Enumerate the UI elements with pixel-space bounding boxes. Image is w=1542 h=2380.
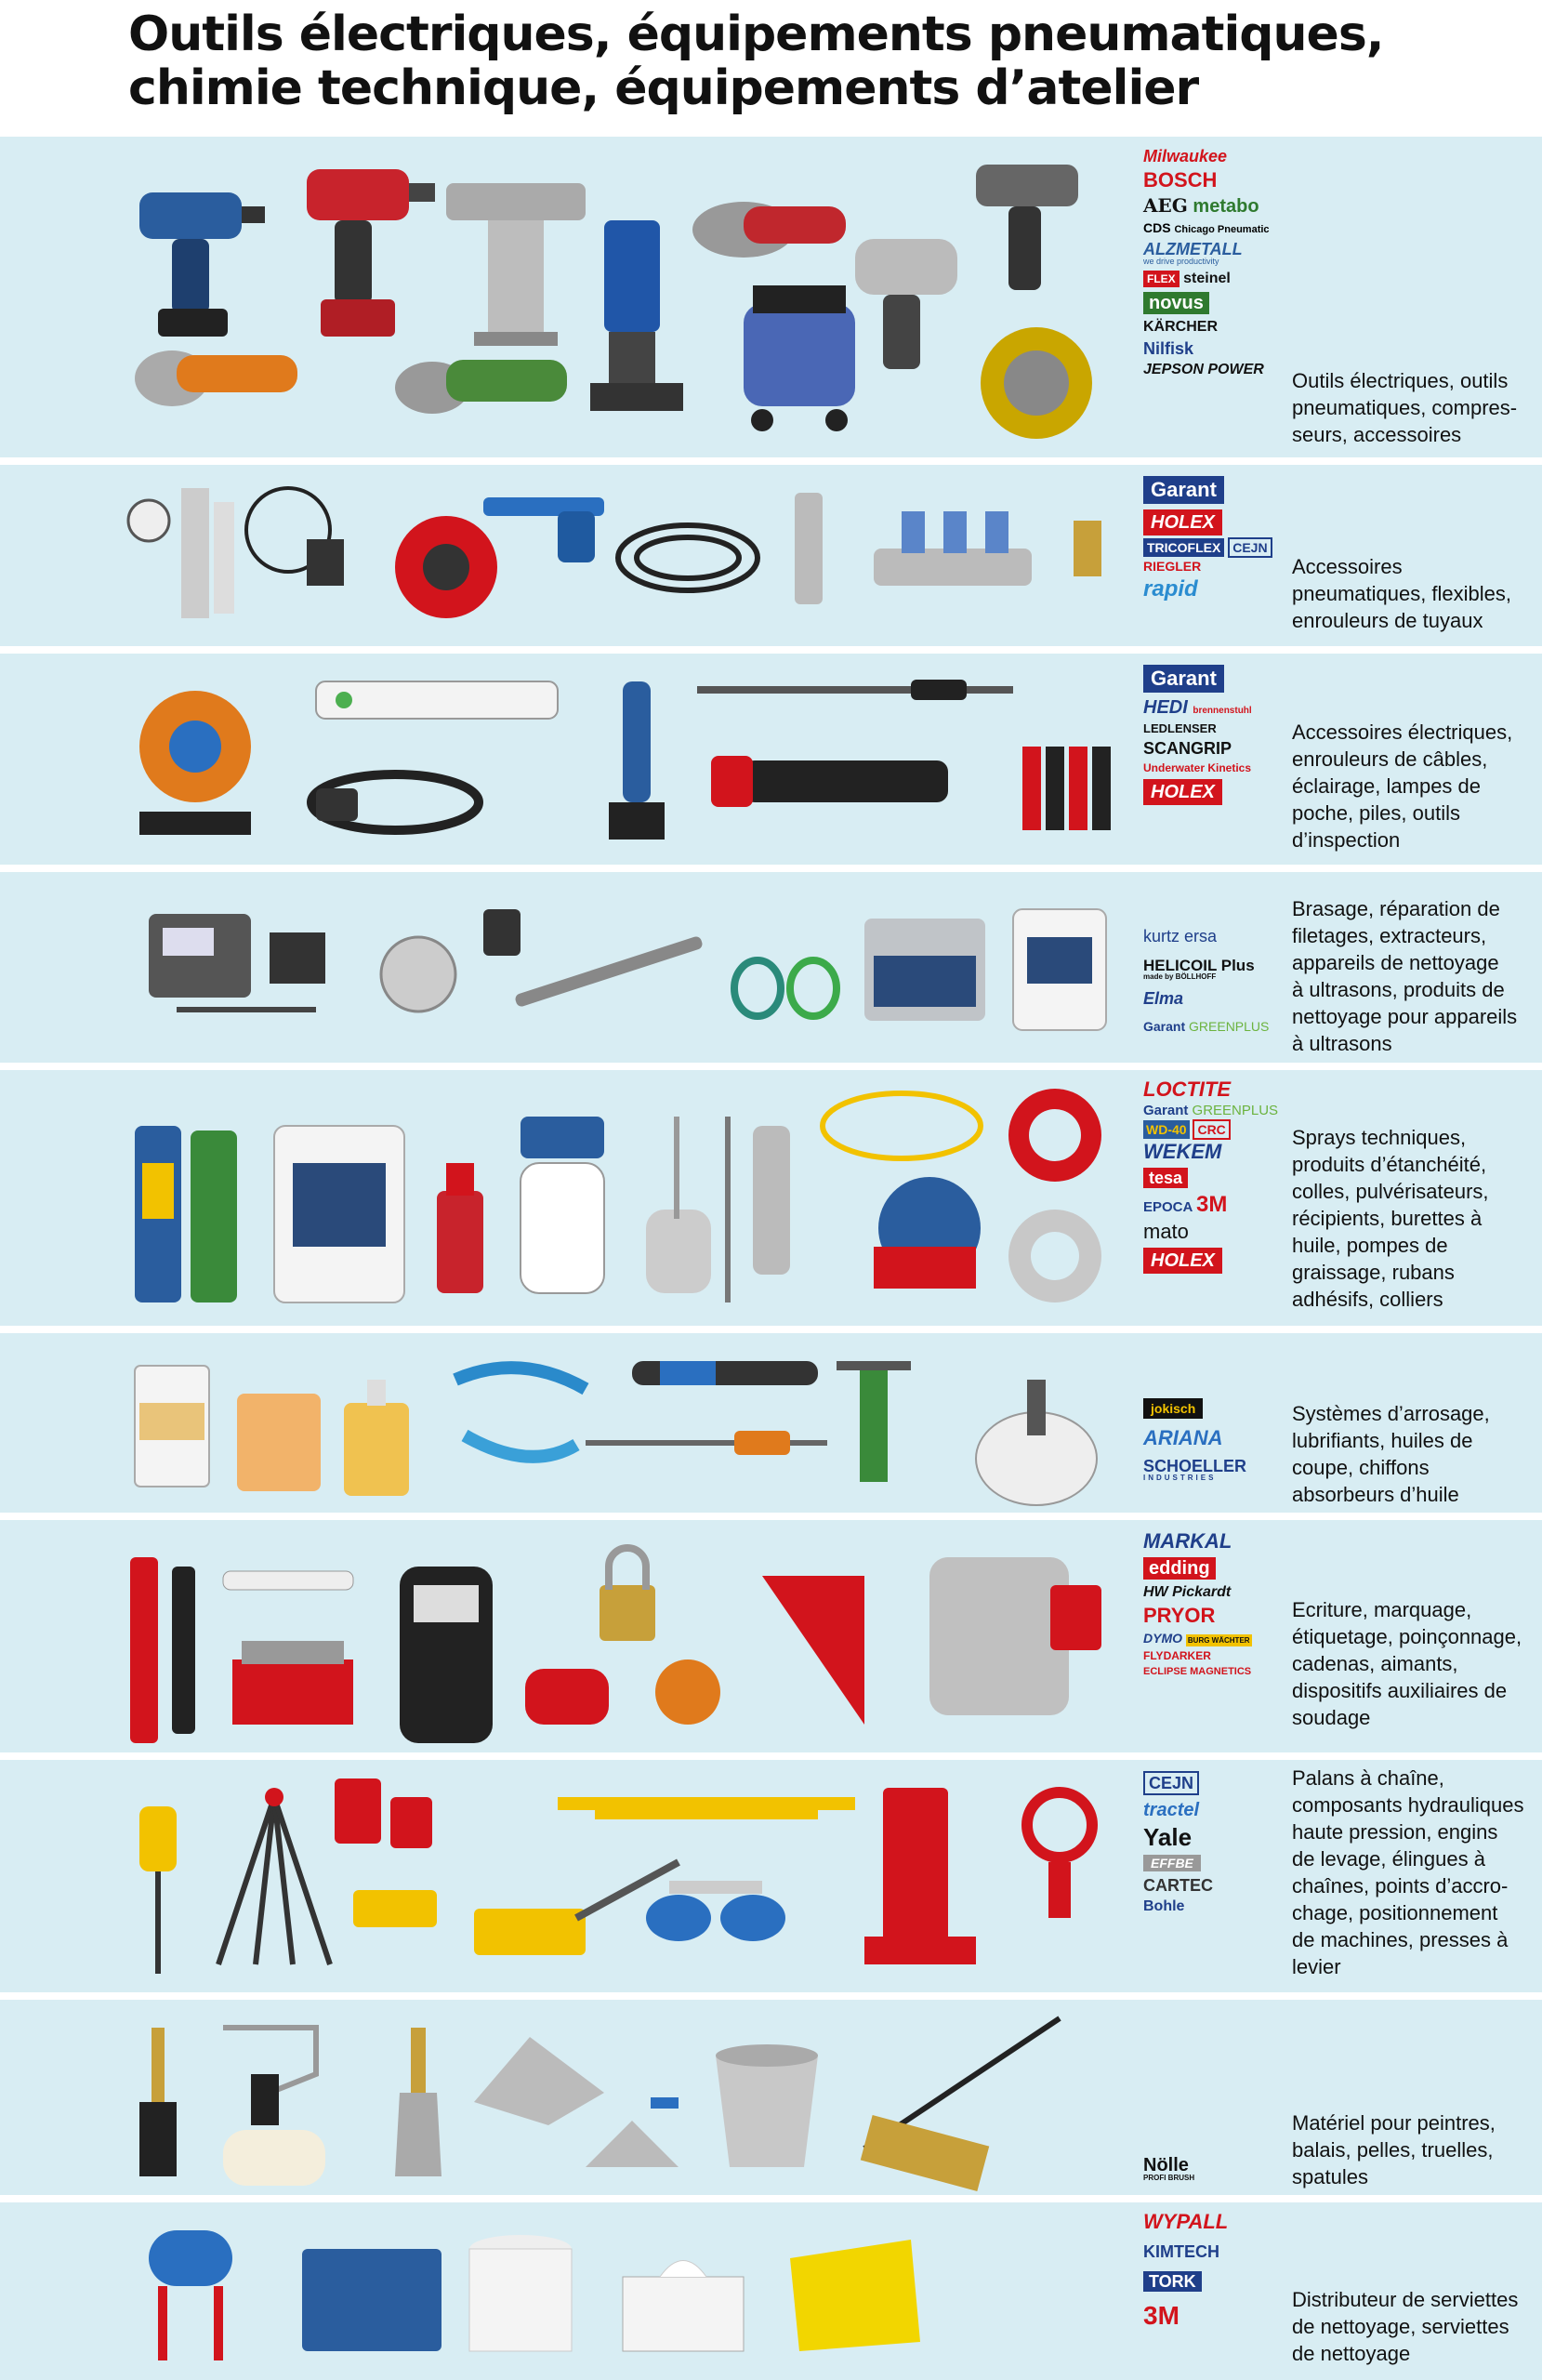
brand-logo-aeg: AEG bbox=[1143, 194, 1188, 217]
brand-logo: novus bbox=[1143, 292, 1209, 314]
brand-logo: SCHOELLER bbox=[1143, 1457, 1247, 1475]
desc-line: absorbeurs d’huile bbox=[1292, 1483, 1459, 1506]
brand-logo-cds: CDS bbox=[1143, 220, 1171, 235]
brand-logo bbox=[1143, 1104, 1283, 1117]
brand-logo: CEJN bbox=[1143, 1771, 1199, 1795]
padlock-icon bbox=[586, 1539, 679, 1650]
brand-logo-dymo: DYMO bbox=[1143, 1631, 1182, 1646]
desc-line: filetages, extracteurs, bbox=[1292, 924, 1487, 947]
desc-line: de nettoyage, serviettes bbox=[1292, 2315, 1509, 2338]
section-description bbox=[1292, 895, 1534, 1057]
brand-logo: Elma bbox=[1143, 989, 1184, 1008]
desc-line: dispositifs auxiliaires de bbox=[1292, 1679, 1508, 1702]
brand-logo-3m: 3M bbox=[1195, 1192, 1228, 1217]
section-power-tools bbox=[0, 137, 1542, 457]
brand-logos bbox=[1143, 665, 1283, 811]
desc-line: poche, piles, outils bbox=[1292, 801, 1460, 825]
wipes-pack-icon bbox=[293, 2230, 451, 2360]
desc-line: adhésifs, colliers bbox=[1292, 1288, 1443, 1311]
desc-line: nettoyage pour appareils bbox=[1292, 1005, 1518, 1028]
cleaning-fluid-canister-icon bbox=[1004, 891, 1115, 1039]
lifting-eye-icon bbox=[1013, 1778, 1106, 1927]
brand-logo: tesa bbox=[1143, 1168, 1188, 1188]
desc-line: à ultrasons, produits de bbox=[1292, 978, 1505, 1001]
brand-logo-brennenstuhl: brennenstuhl bbox=[1193, 706, 1252, 716]
desc-line: Sprays techniques, bbox=[1292, 1126, 1467, 1149]
desc-line: Brasage, réparation de bbox=[1292, 897, 1500, 920]
filter-regulator-icon bbox=[121, 474, 242, 632]
section-description bbox=[1292, 1596, 1534, 1731]
brand-logo: Underwater Kinetics bbox=[1143, 761, 1252, 774]
desc-line: appareils de nettoyage bbox=[1292, 951, 1499, 974]
desc-line: lubrifiants, huiles de bbox=[1292, 1429, 1473, 1452]
refractometer-icon bbox=[623, 1342, 827, 1408]
trowel-icon bbox=[576, 2083, 688, 2186]
desc-line: Ecriture, marquage, bbox=[1292, 1598, 1472, 1621]
chain-sling-icon bbox=[204, 1778, 344, 1983]
flashlight-icon bbox=[706, 747, 957, 821]
brand-logo bbox=[1143, 541, 1283, 554]
brand-logo: HOLEX bbox=[1143, 1248, 1222, 1274]
desc-line: Accessoires bbox=[1292, 555, 1403, 578]
power-strip-icon bbox=[307, 672, 567, 728]
desc-line: étiquetage, poinçonnage, bbox=[1292, 1625, 1522, 1648]
coiled-hose-icon bbox=[604, 502, 771, 632]
brand-logo: HOLEX bbox=[1143, 509, 1222, 536]
section-sprays-sealants bbox=[0, 1070, 1542, 1326]
brand-logo: WYPALL bbox=[1143, 2210, 1229, 2233]
product-images bbox=[112, 1760, 1134, 1992]
brand-logo bbox=[1143, 221, 1283, 235]
brand-logo bbox=[1143, 271, 1283, 286]
brand-logo: WEKEM bbox=[1143, 1140, 1222, 1163]
drum-pump-icon bbox=[967, 1370, 1106, 1510]
brand-logo: 3M bbox=[1143, 2301, 1180, 2330]
section-painting-tools bbox=[0, 2000, 1542, 2195]
brand-logos bbox=[1143, 2212, 1283, 2334]
brand-logo: FLYDARKER bbox=[1143, 1649, 1211, 1662]
paint-roller-icon bbox=[204, 2018, 335, 2195]
product-images bbox=[112, 465, 1134, 646]
angle-grinder-icon bbox=[688, 165, 855, 276]
brand-logos bbox=[1143, 1398, 1283, 1488]
small-grinder-icon bbox=[130, 323, 307, 425]
brand-logo: LOCTITE bbox=[1143, 1078, 1232, 1101]
magnetic-drill-icon bbox=[576, 211, 697, 416]
brand-logos bbox=[1143, 928, 1283, 1038]
brand-logo-garant: Garant bbox=[1143, 1019, 1186, 1034]
desc-line: haute pression, engins bbox=[1292, 1820, 1498, 1844]
brand-logo: HOLEX bbox=[1143, 779, 1222, 805]
brand-logo: KIMTECH bbox=[1143, 2242, 1219, 2261]
desc-line: chage, positionnement bbox=[1292, 1901, 1498, 1924]
product-images bbox=[112, 2000, 1134, 2195]
desc-line: spatules bbox=[1292, 2165, 1368, 2188]
brand-logo bbox=[1143, 1632, 1283, 1645]
brand-logo: Milwaukee bbox=[1143, 147, 1228, 165]
brand-logo: HW Pickardt bbox=[1143, 1584, 1232, 1600]
brand-logo: ALZMETALL bbox=[1143, 240, 1243, 258]
desc-line: de nettoyage bbox=[1292, 2342, 1411, 2365]
desc-line: graissage, rubans bbox=[1292, 1261, 1455, 1284]
product-images bbox=[112, 2202, 1134, 2380]
tire-inflator-icon bbox=[242, 474, 353, 623]
scraper-icon bbox=[390, 2018, 446, 2186]
brand-logo: Nilfisk bbox=[1143, 339, 1194, 358]
section-lifting-hydraulics bbox=[0, 1760, 1542, 1992]
thread-extractor-icon bbox=[502, 891, 716, 1021]
marking-tube-icon bbox=[214, 1557, 362, 1604]
brand-logo: Garant bbox=[1143, 665, 1224, 693]
impact-marking-machine-icon bbox=[911, 1529, 1115, 1743]
brand-logo-epoca: EPOCA bbox=[1143, 1199, 1193, 1215]
tape-dispenser-icon bbox=[855, 1163, 995, 1302]
grease-pump-icon bbox=[818, 1352, 929, 1510]
suction-lifter-icon bbox=[641, 1853, 790, 1955]
section-wipes-dispensers bbox=[0, 2202, 1542, 2380]
cable-reel-icon bbox=[130, 672, 260, 849]
paint-marker-icon bbox=[121, 1539, 204, 1752]
cordless-grinder-icon bbox=[390, 323, 576, 434]
desc-line: éclairage, lampes de bbox=[1292, 774, 1482, 798]
pickup-tool-icon bbox=[688, 663, 1022, 719]
section-soldering-ultrasonic bbox=[0, 872, 1542, 1063]
desc-line: enrouleurs de tuyaux bbox=[1292, 609, 1483, 632]
brand-logo-greenplus: GREENPLUS bbox=[1192, 1103, 1279, 1118]
desc-line: de levage, élingues à bbox=[1292, 1847, 1485, 1871]
product-images bbox=[112, 1070, 1134, 1326]
solder-wire-spool-icon bbox=[372, 928, 465, 1021]
tissue-box-icon bbox=[613, 2240, 753, 2360]
desc-line: Systèmes d’arrosage, bbox=[1292, 1402, 1490, 1425]
brand-logo bbox=[1143, 698, 1283, 717]
wipes-roll-icon bbox=[455, 2221, 586, 2370]
desc-line: produits d’étanchéité, bbox=[1292, 1153, 1487, 1176]
desc-line: pneumatiques, compres- bbox=[1292, 396, 1518, 419]
desc-line: de machines, presses à bbox=[1292, 1928, 1509, 1951]
product-images bbox=[112, 137, 1134, 457]
brand-logo: ECLIPSE MAGNETICS bbox=[1143, 1666, 1252, 1677]
brand-logo: EFFBE bbox=[1143, 1855, 1201, 1871]
ratchet-strap-icon bbox=[548, 1778, 864, 1844]
brand-logo bbox=[1143, 1020, 1283, 1033]
brand-logo: edding bbox=[1143, 1557, 1216, 1580]
welding-magnet-icon bbox=[753, 1557, 874, 1734]
section-description bbox=[1292, 553, 1534, 634]
section-electrical-accessories bbox=[0, 654, 1542, 865]
microfiber-cloth-icon bbox=[771, 2230, 929, 2360]
section-marking-labeling bbox=[0, 1520, 1542, 1752]
wipe-dispenser-stand-icon bbox=[130, 2212, 251, 2374]
desc-line: Outils électriques, outils bbox=[1292, 369, 1509, 392]
brand-logo: Nölle bbox=[1143, 2155, 1189, 2175]
title-line-2: chimie technique, équipements d’atelier bbox=[128, 60, 1199, 116]
page-title bbox=[128, 7, 1504, 115]
brand-logo: JEPSON POWER bbox=[1143, 362, 1264, 377]
brand-logo: Bohle bbox=[1143, 1898, 1185, 1914]
batteries-icon bbox=[1018, 733, 1120, 840]
toe-jack-icon bbox=[855, 1769, 985, 1983]
brand-logo-wd40: WD-40 bbox=[1143, 1120, 1190, 1139]
desc-line: cadenas, aimants, bbox=[1292, 1652, 1458, 1675]
pump-sprayer-icon bbox=[502, 1098, 623, 1302]
brand-logo-greenplus: GREENPLUS bbox=[1189, 1019, 1270, 1034]
section-pneumatic-accessories bbox=[0, 465, 1542, 646]
brand-logo-tagline: we drive productivity bbox=[1143, 257, 1219, 266]
product-images bbox=[112, 872, 1134, 1063]
desc-line: levier bbox=[1292, 1955, 1341, 1978]
desc-line: composants hydrauliques bbox=[1292, 1793, 1524, 1817]
stamp-set-icon bbox=[223, 1632, 362, 1734]
section-description bbox=[1292, 719, 1534, 853]
desc-line: coupe, chiffons bbox=[1292, 1456, 1430, 1479]
circular-saw-icon bbox=[967, 313, 1106, 453]
brand-logo: SCANGRIP bbox=[1143, 739, 1232, 758]
tape-roll-icon bbox=[995, 1079, 1115, 1191]
brand-logo-metabo: metabo bbox=[1193, 196, 1259, 217]
hammer-drill-icon bbox=[297, 155, 437, 350]
hand-pump-icon bbox=[576, 1417, 837, 1473]
brand-logo-tricoflex: TRICOFLEX bbox=[1143, 538, 1224, 557]
spray-can-icon bbox=[125, 1098, 246, 1312]
brand-logos bbox=[1143, 1771, 1283, 1920]
brand-logo bbox=[1143, 1123, 1283, 1136]
brand-logo bbox=[1143, 1194, 1283, 1216]
desc-line: huile, pompes de bbox=[1292, 1234, 1448, 1257]
desc-line: d’inspection bbox=[1292, 828, 1401, 852]
paint-brush-icon bbox=[125, 2018, 191, 2186]
impact-wrench-icon bbox=[846, 230, 967, 378]
brand-logos bbox=[1143, 476, 1283, 606]
desc-line: Matériel pour peintres, bbox=[1292, 2111, 1496, 2135]
lubricant-canister-icon bbox=[228, 1375, 330, 1496]
brand-logo-crc: CRC bbox=[1193, 1119, 1230, 1140]
manifold-icon bbox=[864, 502, 1041, 623]
section-description bbox=[1292, 1400, 1534, 1508]
brand-logo: CARTEC bbox=[1143, 1876, 1213, 1895]
brand-logo-sub: made by BÖLLHOFF bbox=[1143, 972, 1217, 981]
section-description bbox=[1292, 1124, 1534, 1313]
desc-line: Accessoires électriques, bbox=[1292, 721, 1513, 744]
brand-logo-sub: PROFI BRUSH bbox=[1143, 2174, 1195, 2182]
desc-line: Palans à chaîne, bbox=[1292, 1766, 1444, 1790]
work-light-icon bbox=[604, 672, 669, 849]
brand-logo-flex: FLEX bbox=[1143, 271, 1180, 287]
brand-logo-burgwachter: BURG WÄCHTER bbox=[1187, 1636, 1250, 1645]
brand-logo-chicago: Chicago Pneumatic bbox=[1174, 224, 1270, 235]
horseshoe-magnet-icon bbox=[511, 1650, 623, 1743]
magnet-tool-icon bbox=[641, 1650, 734, 1734]
brand-logo-steinel: steinel bbox=[1183, 271, 1231, 286]
brand-logo: kurtz ersa bbox=[1143, 927, 1218, 945]
section-description bbox=[1292, 2286, 1534, 2367]
section-description bbox=[1292, 1765, 1534, 1980]
section-coolant-lubricants bbox=[0, 1333, 1542, 1513]
product-images bbox=[112, 1520, 1134, 1752]
brand-logo: RIEGLER bbox=[1143, 559, 1202, 574]
brand-logos bbox=[1143, 1531, 1283, 1683]
oil-bottle-icon bbox=[335, 1370, 418, 1501]
drum-icon bbox=[125, 1356, 218, 1496]
brand-logos bbox=[1143, 148, 1283, 383]
brand-logo: ARIANA bbox=[1143, 1426, 1223, 1449]
desc-line: chaînes, points d’accro- bbox=[1292, 1874, 1509, 1897]
brand-logo: BOSCH bbox=[1143, 168, 1218, 192]
brand-logo: jokisch bbox=[1143, 1398, 1203, 1419]
desc-line: à ultrasons bbox=[1292, 1032, 1392, 1055]
brand-logo: mato bbox=[1143, 1220, 1189, 1243]
aluminum-tape-icon bbox=[995, 1200, 1115, 1312]
brand-logos bbox=[1143, 1079, 1283, 1279]
brand-logo-cejn: CEJN bbox=[1228, 537, 1272, 558]
brand-logo-garant: Garant bbox=[1143, 1103, 1189, 1118]
desc-line: colles, pulvérisateurs, bbox=[1292, 1180, 1489, 1203]
ultrasonic-cleaner-icon bbox=[855, 909, 995, 1030]
brand-logo: Garant bbox=[1143, 476, 1224, 504]
brand-logo: Yale bbox=[1143, 1823, 1193, 1851]
soldering-station-icon bbox=[139, 895, 344, 1035]
brand-logo: tractel bbox=[1143, 1800, 1200, 1820]
brand-logo: HELICOIL Plus bbox=[1143, 957, 1255, 974]
chain-hoist-icon bbox=[116, 1778, 200, 1983]
desc-line: Distributeur de serviettes bbox=[1292, 2288, 1519, 2311]
product-images bbox=[112, 654, 1134, 865]
section-description bbox=[1292, 367, 1534, 448]
brand-logo bbox=[1143, 196, 1283, 216]
brand-logos bbox=[1143, 2156, 1283, 2188]
brand-logo: KÄRCHER bbox=[1143, 319, 1218, 335]
bucket-icon bbox=[697, 2018, 837, 2176]
threadlocker-bottle-icon bbox=[428, 1154, 493, 1302]
brand-logo: LEDLENSER bbox=[1143, 721, 1217, 735]
brand-logo-sub: INDUSTRIES bbox=[1143, 1474, 1217, 1482]
broom-icon bbox=[846, 2009, 1087, 2195]
desc-line: récipients, burettes à bbox=[1292, 1207, 1483, 1230]
desc-line: balais, pelles, truelles, bbox=[1292, 2138, 1494, 2162]
brass-fitting-icon bbox=[1060, 511, 1115, 586]
title-line-1: Outils électriques, équipements pneumatiques, bbox=[128, 7, 1384, 62]
quick-coupler-icon bbox=[781, 483, 837, 614]
desc-line: seurs, accessoires bbox=[1292, 423, 1462, 446]
chemical-canister-icon bbox=[265, 1098, 414, 1312]
headlamp-icon bbox=[307, 765, 483, 840]
desc-line: soudage bbox=[1292, 1706, 1371, 1729]
heat-gun-icon bbox=[967, 146, 1087, 304]
desc-line: pneumatiques, flexibles, bbox=[1292, 582, 1512, 605]
brand-logo-hedi: HEDI bbox=[1143, 697, 1188, 718]
brand-logo: MARKAL bbox=[1143, 1529, 1232, 1553]
brand-logo: rapid bbox=[1143, 576, 1198, 602]
thread-insert-icon bbox=[725, 946, 846, 1030]
brand-logo: TORK bbox=[1143, 2271, 1202, 2292]
label-printer-icon bbox=[390, 1557, 502, 1752]
brand-logo: PRYOR bbox=[1143, 1604, 1216, 1627]
desc-line: enrouleurs de câbles, bbox=[1292, 747, 1488, 771]
product-images bbox=[112, 1333, 1134, 1513]
section-description bbox=[1292, 2109, 1534, 2190]
